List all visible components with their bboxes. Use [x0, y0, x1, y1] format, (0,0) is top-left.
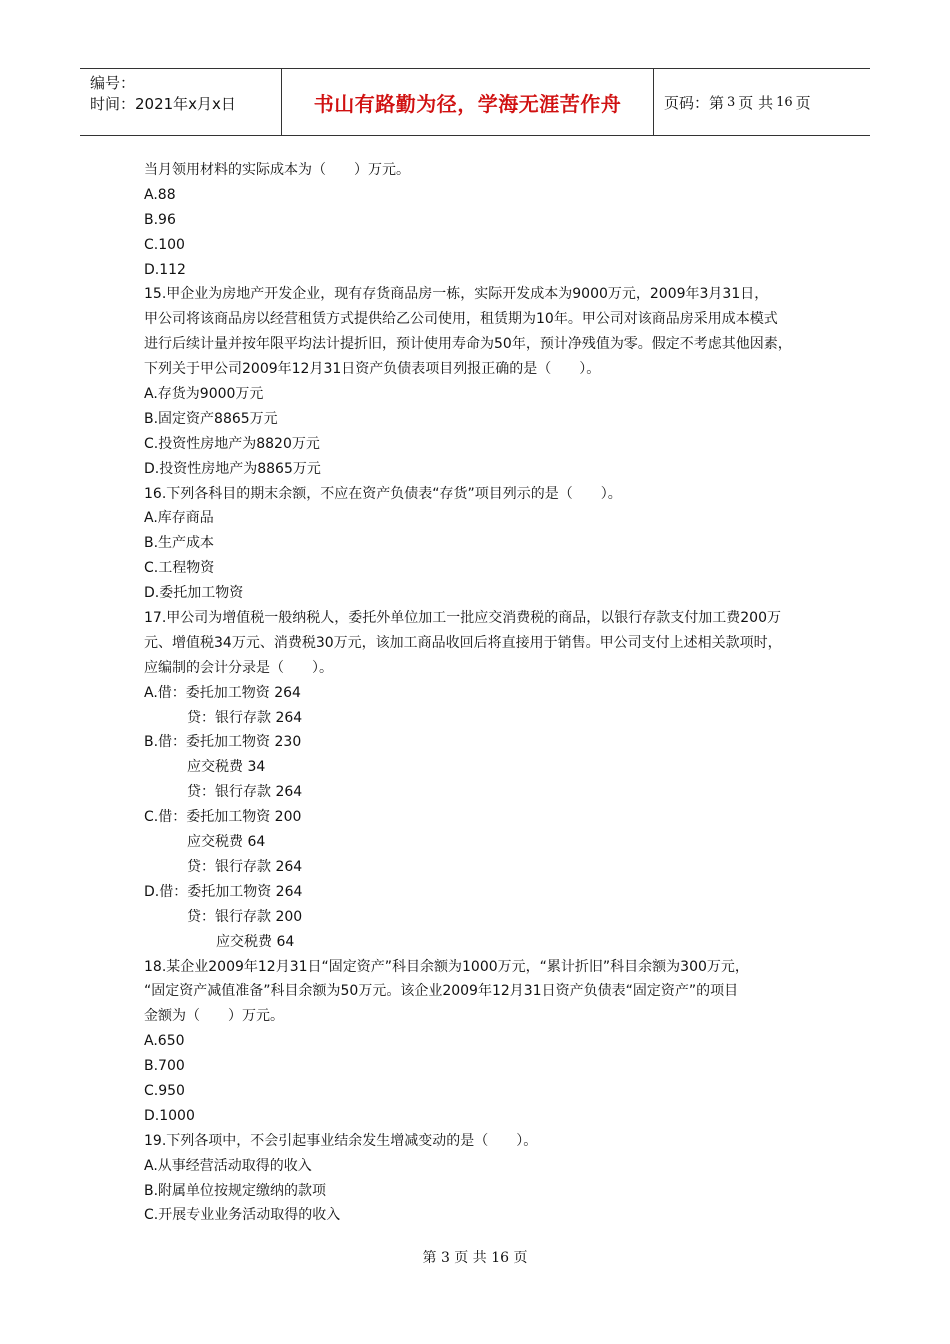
question-16: 16.下列各科目的期末余额，不应在资产负债表“存货”项目列示的是（ ）。: [144, 485, 622, 502]
option-a-credit: 贷：银行存款 264: [187, 709, 303, 726]
option-b: B.96: [144, 211, 176, 228]
option-c: C.开展专业业务活动取得的收入: [144, 1207, 341, 1224]
option-c: C.100: [144, 236, 185, 253]
page-number: 3: [727, 94, 736, 110]
page-suffix: 页: [795, 93, 811, 112]
question-19: 19.下列各项中，不会引起事业结余发生增减变动的是（ ）。: [144, 1132, 538, 1149]
option-b: B.生产成本: [144, 535, 215, 552]
question-17: 17.甲公司为增值税一般纳税人，委托外单位加工一批应交消费税的商品，以银行存款支付加工费200万: [144, 610, 781, 627]
question-18: 18.某企业2009年12月31日“固定资产”科目余额为1000万元，“累计折旧”科目余额为300万元，: [144, 958, 749, 975]
option-c: C.投资性房地产为8820万元: [144, 435, 320, 452]
option-a-debit: A.借：委托加工物资 264: [144, 684, 301, 701]
option-c-debit-2: 应交税费 64: [187, 834, 266, 851]
question-15-line2: 甲公司将该商品房以经营租赁方式提供给乙公司使用，租赁期为10年。甲公司对该商品房采用成本模式: [144, 311, 778, 328]
option-a: A.从事经营活动取得的收入: [144, 1157, 312, 1174]
page-total: 16: [776, 94, 793, 110]
option-d: D.投资性房地产为8865万元: [144, 460, 321, 477]
document-number-label: 编号：: [90, 74, 136, 92]
option-b-debit-2: 应交税费 34: [187, 759, 266, 776]
question-17-line2: 元、增值税34万元、消费税30万元，该加工商品收回后将直接用于销售。甲公司支付上述相关款项时，: [144, 634, 782, 651]
question-15-line3: 进行后续计量并按年限平均法计提折旧，预计使用寿命为50年，预计净残值为零。假定不考虑其他因素，: [144, 336, 792, 353]
option-b-credit: 贷：银行存款 264: [187, 784, 303, 801]
page-prefix: 页码：第: [664, 93, 725, 112]
option-d: D.1000: [144, 1107, 195, 1124]
page-header: [80, 68, 870, 136]
option-a: A.650: [144, 1033, 185, 1050]
document-body: [144, 158, 824, 1228]
header-motto: 书山有路勤为径，学海无涯苦作舟: [282, 69, 654, 135]
option-d-debit: D.借：委托加工物资 264: [144, 883, 303, 900]
page-mid: 页 共: [738, 93, 774, 112]
header-meta: [80, 69, 282, 135]
question-stem-continued: 当月领用材料的实际成本为（ ）万元。: [144, 162, 410, 178]
option-b-debit: B.借：委托加工物资 230: [144, 734, 302, 751]
option-b: B.700: [144, 1058, 185, 1075]
page-footer: 第 3 页 共 16 页: [422, 1250, 528, 1266]
option-c-debit: C.借：委托加工物资 200: [144, 809, 302, 826]
option-d-credit: 贷：银行存款 200: [187, 908, 303, 925]
option-b: B.附属单位按规定缴纳的款项: [144, 1182, 327, 1199]
question-18-line3: 金额为（ ）万元。: [144, 1008, 284, 1025]
option-c: C.工程物资: [144, 560, 215, 577]
question-15: 15.甲企业为房地产开发企业，现有存货商品房一栋，实际开发成本为9000万元，2009年3月31日，: [144, 286, 769, 303]
question-18-line2: “固定资产减值准备”科目余额为50万元。该企业2009年12月31日资产负债表“固定资产”的项目: [144, 983, 739, 1000]
option-d-credit-2: 应交税费 64: [216, 933, 295, 950]
header-page-indicator: [654, 69, 870, 135]
question-15-line4: 下列关于甲公司2009年12月31日资产负债表项目列报正确的是（ ）。: [144, 361, 601, 378]
document-time-label: 时间：2021年x月x日: [90, 95, 236, 113]
option-d: D.112: [144, 261, 186, 278]
question-17-line3: 应编制的会计分录是（ ）。: [144, 659, 333, 676]
option-a: A.88: [144, 186, 176, 203]
option-a: A.存货为9000万元: [144, 386, 264, 403]
option-b: B.固定资产8865万元: [144, 410, 278, 427]
option-c-credit: 贷：银行存款 264: [187, 858, 303, 875]
option-a: A.库存商品: [144, 510, 214, 527]
option-d: D.委托加工物资: [144, 585, 244, 602]
option-c: C.950: [144, 1082, 185, 1099]
